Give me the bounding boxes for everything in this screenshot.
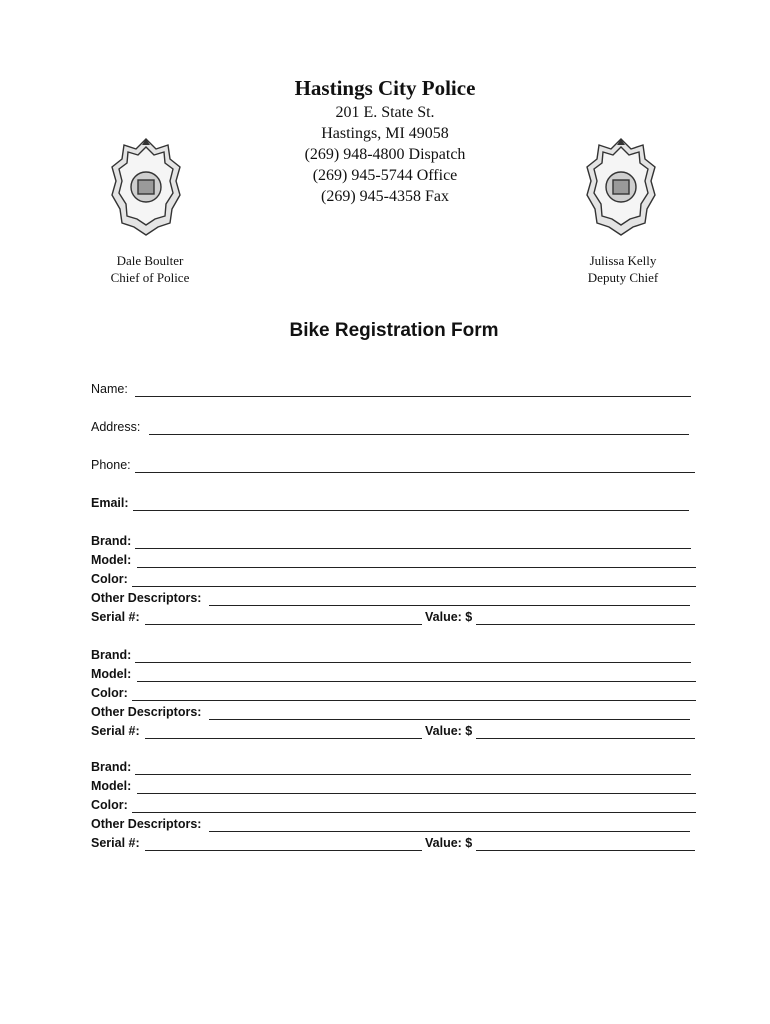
- police-badge-icon: [110, 137, 182, 237]
- address-city: Hastings, MI 49058: [321, 125, 449, 142]
- other-descriptors-blank-line[interactable]: [209, 605, 690, 606]
- phone-office: (269) 945-5744 Office: [312, 167, 458, 184]
- email-blank-line[interactable]: [133, 510, 689, 511]
- bike-1-serial-field[interactable]: [91, 608, 695, 626]
- serial-blank-line[interactable]: [145, 624, 422, 625]
- other-descriptors-label: Other Descriptors:: [91, 591, 202, 605]
- color-label: Color:: [91, 798, 128, 812]
- serial-label: Serial #:: [91, 610, 140, 624]
- bike-3-brand-field[interactable]: [91, 758, 691, 776]
- deputy-signature-block: [533, 253, 713, 286]
- phone-blank-line[interactable]: [135, 472, 695, 473]
- serial-blank-line[interactable]: [145, 850, 422, 851]
- brand-label: Brand:: [91, 760, 132, 774]
- phone-dispatch: (269) 948-4800 Dispatch: [304, 146, 466, 163]
- address-blank-line[interactable]: [149, 434, 689, 435]
- other-descriptors-blank-line[interactable]: [209, 831, 690, 832]
- bike-1-model-field[interactable]: [91, 551, 696, 569]
- color-label: Color:: [91, 686, 128, 700]
- value-label: Value: $: [425, 836, 473, 850]
- form-title: Bike Registration Form: [289, 320, 499, 341]
- bike-3-color-field[interactable]: [91, 796, 696, 814]
- bike-2-brand-field[interactable]: [91, 646, 691, 664]
- bike-1-other-descriptors-field[interactable]: [91, 589, 690, 607]
- value-blank-line[interactable]: [476, 624, 695, 625]
- color-label: Color:: [91, 572, 128, 586]
- color-blank-line[interactable]: [132, 812, 696, 813]
- bike-2-serial-field[interactable]: [91, 722, 695, 740]
- name-blank-line[interactable]: [135, 396, 691, 397]
- color-blank-line[interactable]: [132, 586, 696, 587]
- department-title: Hastings City Police: [294, 76, 476, 100]
- bike-2-other-descriptors-field[interactable]: [91, 703, 690, 721]
- phone-label: Phone:: [91, 458, 131, 472]
- phone-fax: (269) 945-4358 Fax: [321, 188, 449, 205]
- brand-blank-line[interactable]: [135, 548, 691, 549]
- bike-3-model-field[interactable]: [91, 777, 696, 795]
- chief-signature-block: [60, 253, 240, 286]
- serial-label: Serial #:: [91, 836, 140, 850]
- model-label: Model:: [91, 553, 132, 567]
- bike-3-other-descriptors-field[interactable]: [91, 815, 690, 833]
- address-field[interactable]: [91, 418, 689, 436]
- brand-blank-line[interactable]: [135, 774, 691, 775]
- name-field[interactable]: [91, 380, 691, 398]
- phone-field[interactable]: [91, 456, 695, 474]
- address-label: Address:: [91, 420, 141, 434]
- color-blank-line[interactable]: [132, 700, 696, 701]
- bike-1-color-field[interactable]: [91, 570, 696, 588]
- chief-title: Chief of Police: [110, 269, 190, 285]
- bike-3-serial-field[interactable]: [91, 834, 695, 852]
- bike-1-brand-field[interactable]: [91, 532, 691, 550]
- address-street: 201 E. State St.: [335, 104, 435, 121]
- deputy-name: Julissa Kelly: [589, 253, 657, 268]
- brand-label: Brand:: [91, 648, 132, 662]
- deputy-title: Deputy Chief: [587, 269, 659, 285]
- name-label: Name:: [91, 382, 128, 396]
- serial-label: Serial #:: [91, 724, 140, 738]
- value-label: Value: $: [425, 724, 473, 738]
- value-blank-line[interactable]: [476, 850, 695, 851]
- model-blank-line[interactable]: [137, 567, 696, 568]
- police-badge-icon: [585, 137, 657, 237]
- bike-2-color-field[interactable]: [91, 684, 696, 702]
- bike-2-model-field[interactable]: [91, 665, 696, 683]
- brand-blank-line[interactable]: [135, 662, 691, 663]
- model-label: Model:: [91, 779, 132, 793]
- value-label: Value: $: [425, 610, 473, 624]
- other-descriptors-label: Other Descriptors:: [91, 705, 202, 719]
- chief-name: Dale Boulter: [116, 253, 184, 268]
- other-descriptors-blank-line[interactable]: [209, 719, 690, 720]
- email-field[interactable]: [91, 494, 689, 512]
- brand-label: Brand:: [91, 534, 132, 548]
- model-blank-line[interactable]: [137, 793, 696, 794]
- serial-blank-line[interactable]: [145, 738, 422, 739]
- model-blank-line[interactable]: [137, 681, 696, 682]
- model-label: Model:: [91, 667, 132, 681]
- other-descriptors-label: Other Descriptors:: [91, 817, 202, 831]
- email-label: Email:: [91, 496, 129, 510]
- value-blank-line[interactable]: [476, 738, 695, 739]
